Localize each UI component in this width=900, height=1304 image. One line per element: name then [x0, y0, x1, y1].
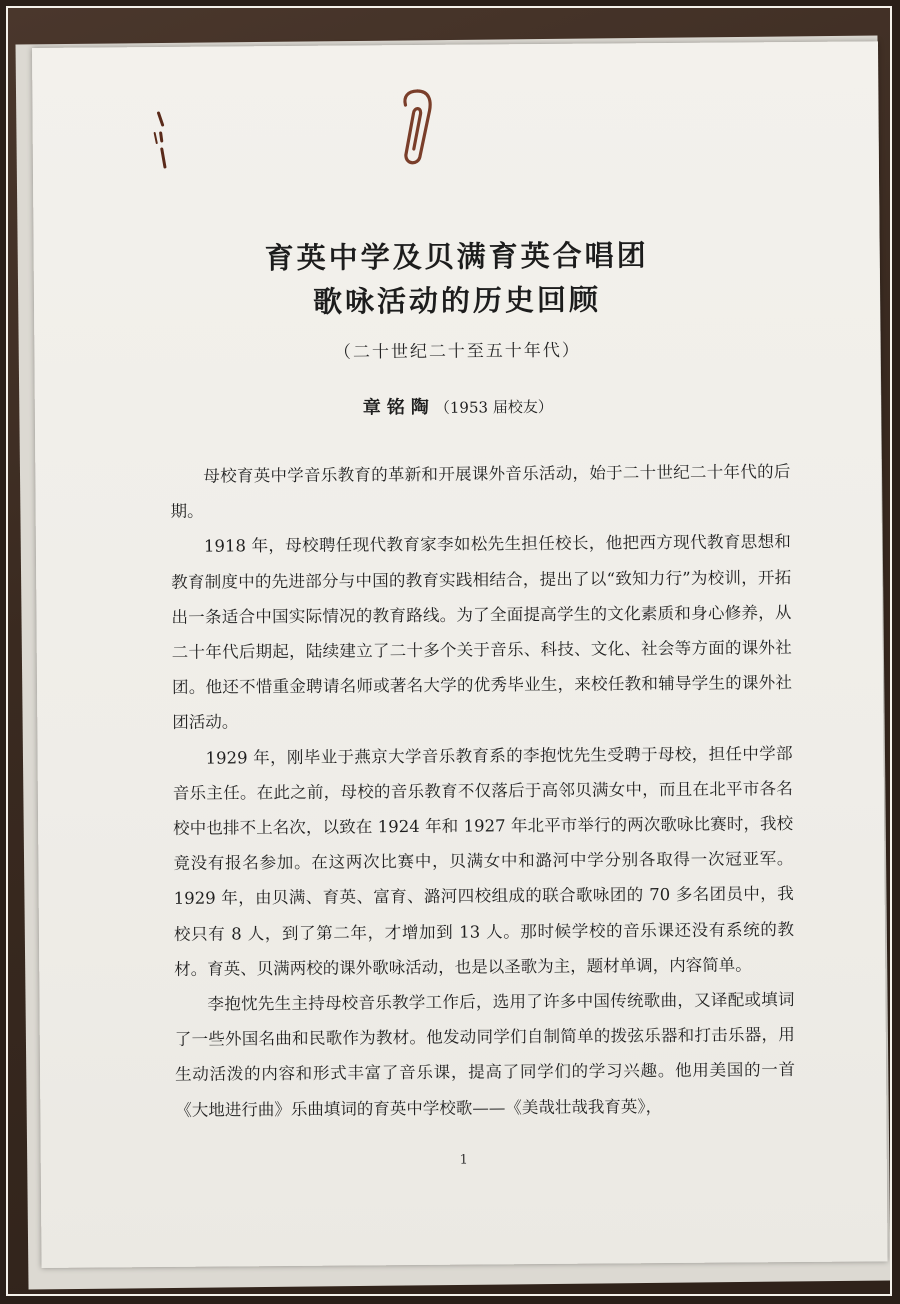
author-name: 章铭陶 — [362, 396, 435, 419]
document-title-line-1: 育英中学及贝满育英合唱团 — [264, 238, 649, 276]
document-title-line-2: 歌咏活动的历史回顾 — [312, 282, 602, 319]
paragraph: 1929 年，刚毕业于燕京大学音乐教育系的李抱忱先生受聘于母校，担任中学部音乐主任。在此之前，母校的音乐教育不仅落后于高邻贝满女中，而且在北平市各名校中也排不上名次，以致在 1924 年和 1927 年北平市举行的两次歌咏比赛时，我校竟没有报名参加。在这两次比赛中，贝满女中和潞河中学分别各取得一次冠亚军。1929 年，由贝满、育英、富育、潞河四校组成的联合歌咏团的 70 多名团员中，我校只有 8 人，到了第二年，才增加到 13 人。那时候学校的音乐课还没有系统的教材。育英、贝满两校的课外歌咏活动，也是以圣歌为主，题材单调，内容简单。 — [172, 743, 795, 979]
document-subtitle: （二十世纪二十至五十年代） — [333, 340, 581, 363]
paragraph: 李抱忱先生主持母校音乐教学工作后，选用了许多中国传统歌曲，又译配或填词了一些外国名曲和民歌作为教材。他发动同学们自制简单的拨弦乐器和打击乐器，用生动活泼的内容和形式丰富了音乐课，提高了同学们的学习兴趣。他用美国的一首《大地进行曲》乐曲填词的育英中学校歌——《美哉壮哉我育英》， — [174, 990, 796, 1120]
frame-border — [6, 6, 892, 1296]
author-note: （1953 届校友） — [434, 397, 553, 417]
paragraph: 1918 年，母校聘任现代教育家李如松先生担任校长，他把西方现代教育思想和教育制度中的先进部分与中国的教育实践相结合，提出了以“致知力行”为校训，开拓出一条适合中国实际情况的教育路线。为了全面提高学生的文化素质和身心修养，从二十年代后期起，陆续建立了二十多个关于音乐、科技、文化、社会等方面的课外社团。他还不惜重金聘请名师或著名大学的优秀毕业生，来校任教和辅导学生的课外社团活动。 — [171, 532, 793, 733]
paragraph: 母校育英中学音乐教育的革新和开展课外音乐活动，始于二十世纪二十年代的后期。 — [170, 462, 791, 522]
page-number: 1 — [459, 1152, 468, 1168]
